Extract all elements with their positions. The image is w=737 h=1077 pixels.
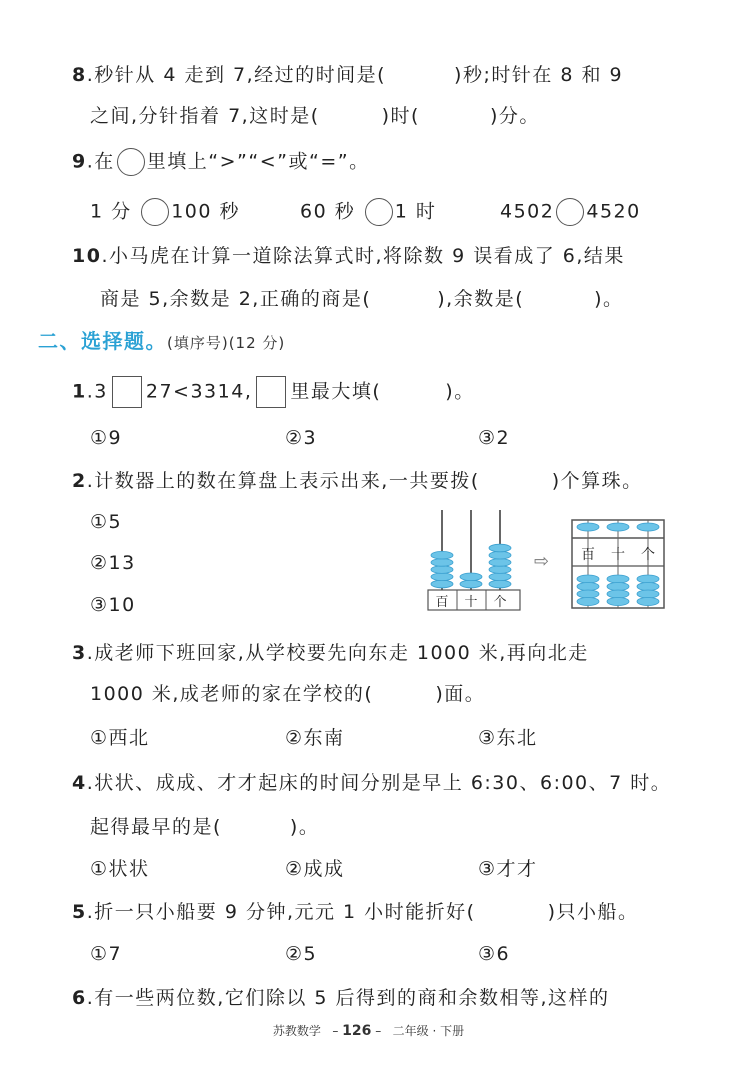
q9-compare-3: 4502 4520 — [500, 198, 641, 226]
counter-bead-hundreds — [431, 580, 453, 588]
c2-line: 2.计数器上的数在算盘上表示出来,一共要拨( )个算珠。 — [72, 470, 643, 492]
question-number: 3 — [72, 642, 87, 664]
place-label-tens: 十 — [464, 595, 478, 610]
counter-bead-ones — [489, 559, 511, 567]
abacus-upper-bead-ones — [637, 523, 659, 531]
counter-bead-ones — [489, 551, 511, 559]
option-3[interactable]: ③6 — [478, 943, 511, 965]
abacus-lower-bead-hundreds — [577, 590, 599, 598]
question-number: 8 — [72, 64, 87, 86]
question-number: 5 — [72, 901, 87, 923]
option-2[interactable]: ②东南 — [285, 727, 345, 749]
question-number: 2 — [72, 470, 87, 492]
q10-line1: 10.小马虎在计算一道除法算式时,将除数 9 误看成了 6,结果 — [72, 245, 625, 267]
abacus-label-tens: 十 — [611, 547, 625, 563]
option-3[interactable]: ③2 — [478, 427, 511, 449]
option-2[interactable]: ②5 — [285, 943, 318, 965]
counting-frame — [424, 508, 524, 612]
counter-bead-ones — [489, 566, 511, 574]
option-1[interactable]: ①5 — [90, 511, 123, 533]
option-3[interactable]: ③10 — [90, 594, 136, 616]
section-title: 二、选择题。 — [38, 329, 167, 353]
q9-compare-1: 1 分 100 秒 — [90, 198, 240, 226]
abacus-label-ones: 个 — [641, 547, 655, 563]
counter-bead-ones — [489, 544, 511, 552]
abacus-lower-bead-hundreds — [577, 583, 599, 591]
abacus-lower-bead-ones — [637, 575, 659, 583]
section-note: (填序号)(12 分) — [167, 334, 286, 352]
c3-line2: 1000 米,成老师的家在学校的( )面。 — [90, 683, 486, 705]
page-number: 126 — [342, 1023, 372, 1039]
counter-bead-tens — [460, 573, 482, 581]
question-number: 6 — [72, 987, 87, 1009]
abacus-upper-bead-tens — [607, 523, 629, 531]
c4-line1: 4.状状、成成、才才起床的时间分别是早上 6:30、6:00、7 时。 — [72, 772, 672, 794]
compare-circle-input[interactable] — [556, 198, 584, 226]
q10-line2: 商是 5,余数是 2,正确的商是( ),余数是( )。 — [100, 288, 624, 310]
counter-bead-hundreds — [431, 566, 453, 574]
counter-bead-hundreds — [431, 551, 453, 559]
compare-circle-icon — [117, 148, 145, 176]
abacus-lower-bead-tens — [607, 583, 629, 591]
c6-line1: 6.有一些两位数,它们除以 5 后得到的商和余数相等,这样的 — [72, 987, 610, 1009]
abacus — [570, 518, 666, 612]
abacus-lower-bead-tens — [607, 598, 629, 606]
counter-bead-ones — [489, 573, 511, 581]
question-number: 1 — [72, 380, 87, 403]
digit-box-icon — [256, 376, 286, 408]
q8-line1: 8.秒针从 4 走到 7,经过的时间是( )秒;时针在 8 和 9 — [72, 64, 624, 86]
q9-line1: 9.在 里填上“>”“<”或“=”。 — [72, 148, 370, 176]
option-3[interactable]: ③东北 — [478, 727, 538, 749]
counter-bead-tens — [460, 580, 482, 588]
counter-bead-ones — [489, 580, 511, 588]
footer-grade: 二年级 · 下册 — [392, 1024, 465, 1038]
arrow-right-icon: ⇨ — [534, 551, 550, 572]
abacus-lower-bead-ones — [637, 598, 659, 606]
page-footer: 苏教数学 – 126 – 二年级 · 下册 — [272, 1023, 465, 1039]
abacus-lower-bead-tens — [607, 575, 629, 583]
abacus-lower-bead-hundreds — [577, 575, 599, 583]
compare-circle-input[interactable] — [365, 198, 393, 226]
abacus-lower-bead-hundreds — [577, 598, 599, 606]
option-1[interactable]: ①9 — [90, 427, 123, 449]
q8-line2: 之间,分针指着 7,这时是( )时( )分。 — [90, 105, 540, 127]
compare-circle-input[interactable] — [141, 198, 169, 226]
abacus-lower-bead-ones — [637, 583, 659, 591]
c4-line2: 起得最早的是( )。 — [90, 816, 320, 838]
option-1[interactable]: ①7 — [90, 943, 123, 965]
footer-book: 苏教数学 — [272, 1024, 321, 1038]
option-1[interactable]: ①西北 — [90, 727, 150, 749]
abacus-upper-bead-hundreds — [577, 523, 599, 531]
abacus-label-hundreds: 百 — [581, 547, 595, 563]
abacus-lower-bead-tens — [607, 590, 629, 598]
question-number: 10 — [72, 245, 102, 267]
c1-line: 1.3 27<3314, 里最大填( )。 — [72, 376, 475, 408]
option-2[interactable]: ②成成 — [285, 858, 345, 880]
option-2[interactable]: ②13 — [90, 552, 136, 574]
q9-compare-2: 60 秒 1 时 — [300, 198, 436, 226]
option-2[interactable]: ②3 — [285, 427, 318, 449]
counter-bead-hundreds — [431, 559, 453, 567]
c3-line1: 3.成老师下班回家,从学校要先向东走 1000 米,再向北走 — [72, 642, 589, 664]
question-number: 9 — [72, 150, 87, 173]
c5-line: 5.折一只小船要 9 分钟,元元 1 小时能折好( )只小船。 — [72, 901, 639, 923]
section-heading — [38, 329, 285, 355]
question-number: 4 — [72, 772, 87, 794]
place-label-hundreds: 百 — [435, 595, 449, 610]
option-1[interactable]: ①状状 — [90, 858, 150, 880]
counter-bead-hundreds — [431, 573, 453, 581]
place-label-ones: 个 — [493, 595, 507, 610]
option-3[interactable]: ③才才 — [478, 858, 538, 880]
digit-box[interactable] — [112, 376, 142, 408]
abacus-lower-bead-ones — [637, 590, 659, 598]
